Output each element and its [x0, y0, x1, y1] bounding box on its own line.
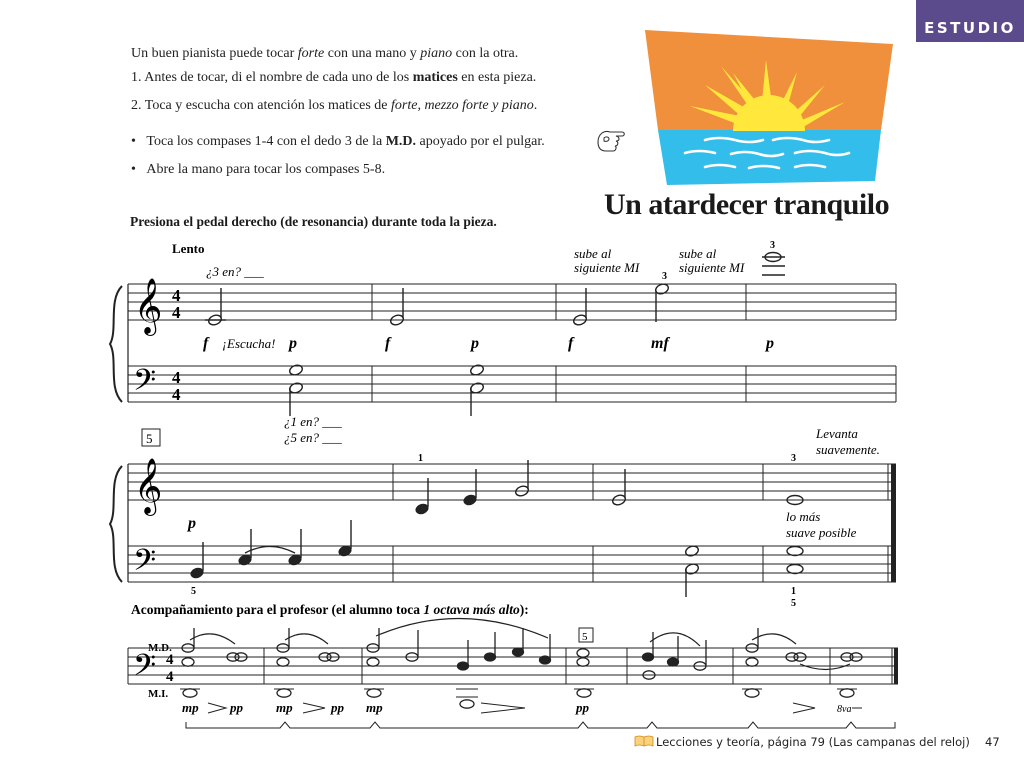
measure-number: 5: [146, 431, 153, 446]
finger-5-bass: 5: [191, 586, 196, 597]
footer-reference: Lecciones y teoría, página 79 (Las campanas del reloj): [634, 735, 970, 749]
sube-al-2b: siguiente MI: [679, 260, 745, 275]
page-number: 47: [985, 735, 1000, 749]
book-icon: [634, 735, 654, 747]
svg-text:4: 4: [172, 385, 181, 404]
dynamic-p-2: p: [471, 335, 479, 352]
finger-3-c: 3: [791, 453, 796, 464]
dynamic-f-1: f: [203, 335, 209, 352]
svg-text:pp: pp: [331, 700, 344, 715]
instruction-intro: Un buen pianista puede tocar forte con una mano y piano con la otra.: [131, 46, 519, 61]
svg-text:4: 4: [172, 286, 181, 305]
pedal-instruction: Presiona el pedal derecho (de resonancia) durante toda la pieza.: [130, 214, 497, 229]
finger-3-b: 3: [770, 240, 775, 251]
levanta-label: Levanta: [816, 426, 858, 441]
svg-text:4: 4: [172, 368, 181, 387]
question-3: ¿3 en? ___: [206, 264, 264, 279]
levanta-label-2: suavemente.: [816, 442, 880, 457]
svg-text:4: 4: [166, 652, 174, 668]
dynamic-f-3: f: [568, 335, 574, 352]
svg-text:mp: mp: [366, 700, 383, 715]
sube-al-1b: siguiente MI: [574, 260, 640, 275]
md-label: M.D.: [148, 642, 172, 654]
svg-text:4: 4: [166, 669, 174, 685]
sube-al-2: sube al: [679, 246, 717, 261]
bullet-1: • Toca los compases 1-4 con el dedo 3 de la M.D. apoyado por el pulgar.: [131, 134, 545, 149]
accompaniment-label: Acompañamiento para el profesor (el alumno toca 1 octava más alto):: [131, 602, 529, 617]
dynamic-mf: mf: [651, 335, 669, 352]
svg-text:5: 5: [582, 631, 588, 643]
svg-text:𝄢: 𝄢: [133, 649, 157, 689]
finger-1-bass: 1: [791, 586, 796, 597]
svg-text:pp: pp: [576, 700, 589, 715]
finger-5-bass-b: 5: [791, 598, 796, 609]
suave-label: suave posible: [786, 525, 857, 540]
instruction-1: 1. Antes de tocar, di el nombre de cada uno de los matices en esta pieza.: [131, 70, 537, 85]
lo-mas-label: lo más: [786, 509, 821, 524]
bass-clef-icon: 𝄢: [133, 364, 157, 404]
question-5: ¿5 en? ___: [284, 430, 342, 445]
finger-1-top: 1: [418, 453, 423, 464]
dynamic-p-1: p: [289, 335, 297, 352]
treble-clef-icon: 𝄞: [134, 280, 163, 333]
svg-text:mp: mp: [182, 700, 199, 715]
sube-al-1: sube al: [574, 246, 612, 261]
question-1: ¿1 en? ___: [284, 414, 342, 429]
mi-label: M.I.: [148, 688, 169, 700]
tempo-marking: Lento: [172, 241, 205, 256]
piece-title: Un atardecer tranquilo: [604, 188, 890, 221]
escucha-label: ¡Escucha!: [222, 336, 276, 351]
dynamic-p-3: p: [766, 335, 774, 352]
section-tab: ESTUDIO: [916, 0, 1024, 42]
instruction-2: 2. Toca y escucha con atención los matices de forte, mezzo forte y piano.: [131, 98, 538, 113]
svg-text:mp: mp: [276, 700, 293, 715]
finger-3-a: 3: [662, 271, 667, 282]
svg-text:𝄢: 𝄢: [133, 544, 157, 584]
dynamic-p-4: p: [188, 515, 196, 532]
bullet-2: • Abre la mano para tocar los compases 5-8.: [131, 162, 386, 177]
svg-text:pp: pp: [230, 700, 243, 715]
svg-text:4: 4: [172, 303, 181, 322]
svg-text:𝄞: 𝄞: [134, 460, 163, 513]
ottava-marking: 8va: [837, 704, 852, 715]
dynamic-f-2: f: [385, 335, 391, 352]
